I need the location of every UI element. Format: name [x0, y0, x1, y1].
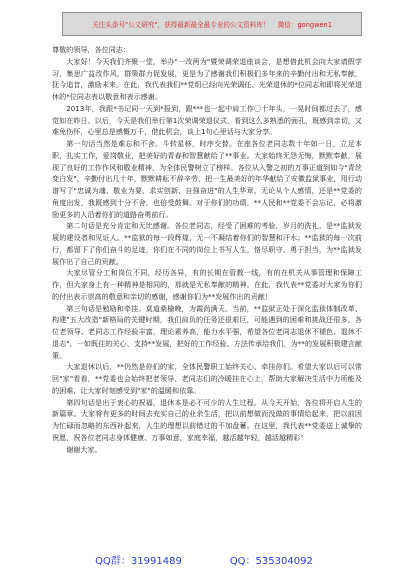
footer-qq-group: QQ群：31991489 [95, 556, 182, 567]
closing-thanks: 谢谢大家。 [66, 444, 102, 454]
salutation: 尊敬的领导，各位同志： [52, 45, 131, 54]
promo-banner [62, 12, 362, 36]
paragraph-home: 大家退休以后，**仍然是你们的家，全体民警职工始终关心、牵挂你们。希望大家以后可以常回"家"看看，**党委也会始终把老领导、老同志们的冷暖挂在心上，帮助大家解决生活中力所能及的困难，让大家时刻感受到"家"的温暖和依靠。 [52, 362, 362, 395]
document-body [52, 44, 362, 530]
banner-promo-text: 关注头条号"公文研究"，获得最新最全最专业的公文资料库！ [92, 21, 270, 29]
contact-footer [0, 552, 408, 568]
paragraph-fourth-point: 第四句话是出于衷心的祝福，退休本是必不可少的人生过程。从今天开始，各位将开启人生的新篇章。大家将有更多的时间去充实自己的业余生活，把以前想做而没做的事情给起来，把以前因为忙碌而忽略的东西补起来，人生的理想以前错过的不加盘蓄。在这里，我代表**党委送上诚挚的祝愿，祝各位老同志身体健康、万事如意，家庭幸福，越活越年轻，越活越精彩！ [52, 397, 362, 442]
paragraph-opening: 大家好！今天我们齐聚一堂，举办"一改两为"暨荣调荣退座谈会，是想借此机会向大家请假学习，集思广益改作风，群策群力促发展，更是为了感谢我们积极们多年来的辛勤付出和无私奉献，抚今追昔，激励未来。在此，我代表我们**党组已经向光荣调任、光荣退休的*位同志和即将光荣退休的*位同志表以敬意和表示感谢。 [52, 56, 362, 101]
footer-qq-contact: QQ：535304092 [229, 556, 313, 567]
paragraph-dedication: 大家尽管分工和岗位不同，经历各异，有的长期在管教一线，有的在机关从事管理和保障工作，但大家身上有一种精神是相同的，那就是无私奉献的精神。在此，我代表**党委对大家为你们的付出表示崇高的敬意和亲切的感谢，感谢你们为**发展作出的贡献！ [52, 268, 362, 301]
paragraph-first-point: 第一句话当然是难忘和不舍。斗转星移，时序交替。在座各位老同志数十年如一日，立足本职，扎实工作，爱岗敬业，把美好的青春和智慧献给了**事业。大家始终无怨无悔，默默奉献，展现了良好的工作作风和敬业精神，为全体民警树立了榜样。各位从入警之初的万事正道到如今"青丝变白发"，辛勤付出几十年，默默耕耘不辞辛劳，把一生最美好的年华献给了安徽监狱事业，用行动谱写了"忠诚为魂、敬业为要、求实创新、自强奋进"的人生华章。无论从个人感情，还是**党委的角度出发，我既感到十分不舍，也倍受鼓舞。对于你们的功绩，**人民和**党委不会忘记，必将激励更多的人沿着你们的道路奋勇前行。 [52, 139, 362, 219]
paragraph-2013: 2013年，我跟*书记同一天到*报到，跟***也一起中肩工作〇十年头，一晃时间都过去了，感觉如在昨日。以后，今天是我们举行第1次荣调荣退仪式，看到这么多熟悉的面孔，既感到亲切，又难免伤怀，心里总是感慨万千，借此机会，谈上1句心里话与大家分享。 [52, 103, 362, 137]
paragraph-second-point: 第二句话是充分肯定和无比感谢。各位老同志，经受了困难的考验，岁月的洗礼，是**监狱发展的建设者和见证人。**监狱的每一段辉煌，无一不凝结着你们的智慧和汗水；**监狱的每一次前行，都留下了你们奋斗的足迹，你们在不同的岗位上书写人生，恪尽职守、勇于担当，为**监狱发展作出了自己的贡献。 [52, 221, 362, 266]
banner-separator [273, 20, 275, 28]
banner-wechat-text: 微信：gongwen1 [277, 21, 332, 29]
paragraph-third-point: 第三句话是勉励和牵挂。莫道桑榆晚，为霞尚满天。当前，**监狱正处于深化监狱体制改革、构建"五大改造"新格局的关键时期，我们肩负的任务还很艰巨，可能遇到的困难和挑战还很多。各位老领导、老同志工作经验丰富，理论素养高，能力水平强，希望各位老同志退休不褪色、退休不退志"，一如既往的关心、支持**发展，把好的工作经验、方法传承给我们，为**的发展积极建言献策。 [52, 303, 362, 360]
